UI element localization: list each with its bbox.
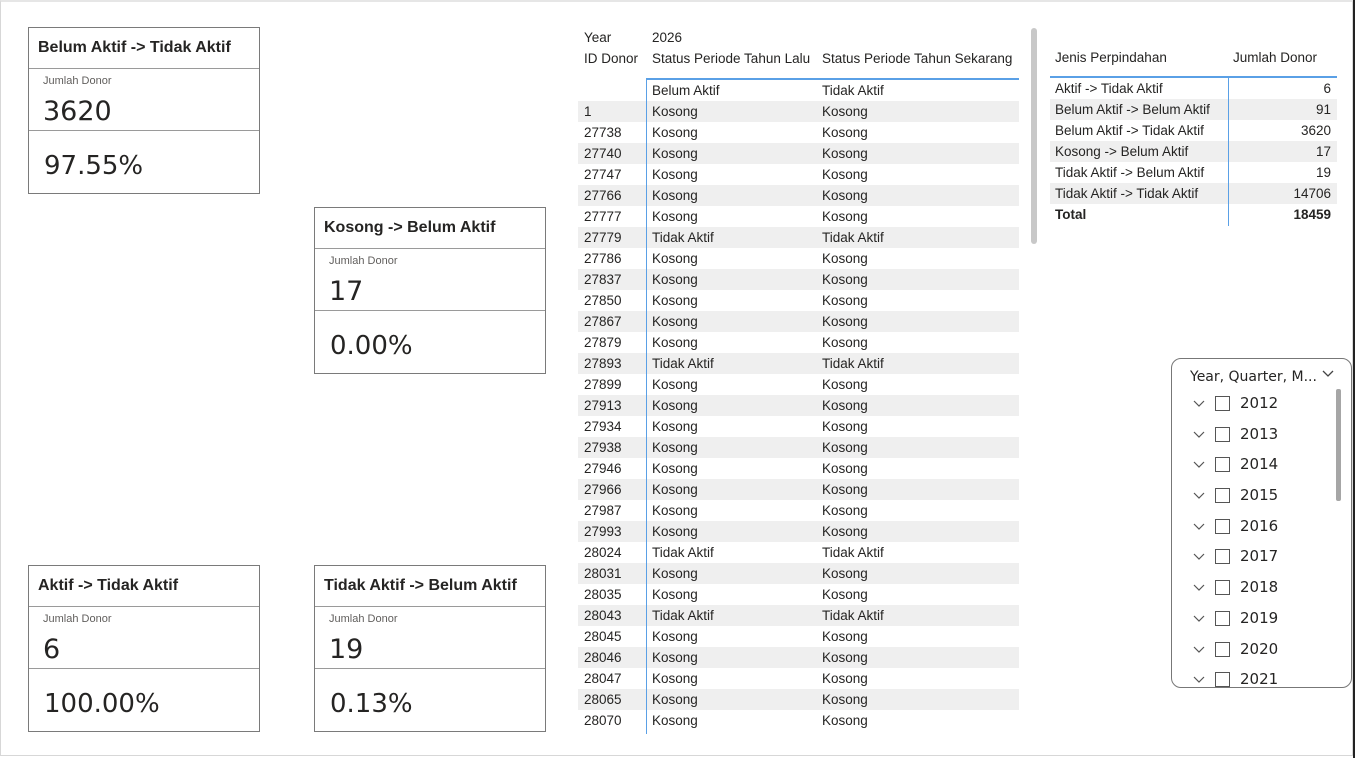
- cell-id-donor: 27786: [584, 251, 622, 266]
- card-subtitle: Jumlah Donor: [43, 613, 112, 625]
- card-title: Kosong -> Belum Aktif: [315, 208, 545, 249]
- slicer-scrollbar[interactable]: [1336, 389, 1341, 501]
- table-row[interactable]: [578, 395, 1019, 416]
- summary-jenis: Tidak Aktif -> Tidak Aktif: [1055, 186, 1199, 201]
- cell-status-curr: Kosong: [822, 146, 868, 161]
- card-value: 17: [329, 276, 364, 307]
- cell-id-donor: 28047: [584, 671, 622, 686]
- cell-id-donor: 27993: [584, 524, 622, 539]
- cell-status-curr: Kosong: [822, 125, 868, 140]
- slicer-item-2012[interactable]: [1172, 389, 1342, 420]
- table-row[interactable]: [578, 458, 1019, 479]
- cell-id-donor: 28035: [584, 587, 622, 602]
- table-row[interactable]: [578, 563, 1019, 584]
- col-header-status-curr[interactable]: Status Periode Tahun Sekarang: [822, 51, 1013, 66]
- chevron-down-icon[interactable]: [1192, 610, 1206, 629]
- slicer-item-label: 2014: [1240, 455, 1279, 474]
- slicer-item-2013[interactable]: [1172, 420, 1342, 451]
- cell-status-prev: Tidak Aktif: [652, 230, 714, 245]
- detail-table-scrollbar[interactable]: [1031, 28, 1037, 244]
- table-row[interactable]: [578, 605, 1019, 626]
- cell-status-curr: Kosong: [822, 251, 868, 266]
- table-row[interactable]: [578, 311, 1019, 332]
- cell-status-curr: Tidak Aktif: [822, 83, 884, 98]
- table-row[interactable]: [578, 521, 1019, 542]
- card-value: 19: [329, 634, 364, 665]
- summary-table[interactable]: [1050, 42, 1337, 225]
- detail-table-body: [578, 80, 1019, 731]
- col-header-jumlah[interactable]: Jumlah Donor: [1233, 50, 1318, 65]
- col-header-id-donor[interactable]: ID Donor: [584, 51, 639, 66]
- slicer-item-label: 2020: [1240, 639, 1279, 658]
- cell-id-donor: 27837: [584, 272, 622, 287]
- cell-status-curr: Kosong: [822, 503, 868, 518]
- summary-jumlah: 14706: [1293, 186, 1331, 201]
- checkbox[interactable]: [1215, 519, 1230, 534]
- table-row[interactable]: [578, 80, 1019, 101]
- table-row[interactable]: [578, 290, 1019, 311]
- summary-total-row: [1050, 204, 1337, 225]
- cell-id-donor: 27779: [584, 230, 622, 245]
- summary-row[interactable]: [1050, 78, 1337, 99]
- summary-row[interactable]: [1050, 99, 1337, 120]
- cell-status-curr: Tidak Aktif: [822, 230, 884, 245]
- table-row[interactable]: [578, 479, 1019, 500]
- slicer-item-label: 2018: [1240, 578, 1279, 597]
- cell-id-donor: 27913: [584, 398, 622, 413]
- cell-status-prev: Belum Aktif: [652, 83, 720, 98]
- cell-id-donor: 28024: [584, 545, 622, 560]
- chevron-down-icon[interactable]: [1192, 579, 1206, 598]
- cell-status-prev: Kosong: [652, 692, 698, 707]
- cell-status-prev: Kosong: [652, 398, 698, 413]
- cell-id-donor: 28046: [584, 650, 622, 665]
- year-label: Year: [584, 30, 612, 45]
- card-value: 6: [43, 634, 61, 665]
- cell-status-prev: Tidak Aktif: [652, 545, 714, 560]
- table-row[interactable]: [578, 416, 1019, 437]
- cell-status-curr: Kosong: [822, 377, 868, 392]
- col-header-status-prev[interactable]: Status Periode Tahun Lalu: [652, 51, 811, 66]
- detail-table[interactable]: [578, 28, 1020, 728]
- card-percent-section: [29, 669, 259, 731]
- cell-status-curr: Kosong: [822, 713, 868, 728]
- cell-status-prev: Kosong: [652, 167, 698, 182]
- cell-status-curr: Kosong: [822, 692, 868, 707]
- cell-status-curr: Kosong: [822, 461, 868, 476]
- slicer-item-2019[interactable]: [1172, 604, 1342, 635]
- cell-status-curr: Kosong: [822, 314, 868, 329]
- cell-status-curr: Kosong: [822, 587, 868, 602]
- cell-status-curr: Kosong: [822, 335, 868, 350]
- column-divider: [646, 80, 647, 734]
- summary-jenis: Tidak Aktif -> Belum Aktif: [1055, 165, 1205, 180]
- cell-status-prev: Kosong: [652, 272, 698, 287]
- chevron-down-icon[interactable]: [1192, 487, 1206, 506]
- cell-id-donor: 27867: [584, 314, 622, 329]
- card-tidak-aktif-belum-aktif[interactable]: [314, 565, 546, 732]
- cell-status-prev: Kosong: [652, 209, 698, 224]
- checkbox[interactable]: [1215, 427, 1230, 442]
- cell-id-donor: 28045: [584, 629, 622, 644]
- table-row[interactable]: [578, 206, 1019, 227]
- summary-row[interactable]: [1050, 183, 1337, 204]
- card-value: 3620: [43, 96, 112, 127]
- cell-status-curr: Kosong: [822, 629, 868, 644]
- cell-status-curr: Kosong: [822, 650, 868, 665]
- slicer-item-label: 2017: [1240, 547, 1279, 566]
- checkbox[interactable]: [1215, 611, 1230, 626]
- chevron-down-icon[interactable]: [1192, 395, 1206, 414]
- cell-id-donor: 28031: [584, 566, 622, 581]
- cell-status-prev: Kosong: [652, 125, 698, 140]
- slicer-title: Year, Quarter, M...: [1190, 369, 1317, 385]
- summary-table-body: [1050, 78, 1337, 204]
- card-percent: 0.00%: [330, 331, 413, 361]
- card-percent: 97.55%: [44, 151, 144, 181]
- checkbox[interactable]: [1215, 642, 1230, 657]
- chevron-down-icon[interactable]: [1192, 426, 1206, 445]
- card-subtitle: Jumlah Donor: [329, 255, 398, 267]
- cell-id-donor: 28065: [584, 692, 622, 707]
- card-value-section: [29, 69, 259, 131]
- table-row[interactable]: [578, 101, 1019, 122]
- card-percent: 100.00%: [44, 689, 160, 719]
- table-row[interactable]: [578, 269, 1019, 290]
- cell-status-curr: Kosong: [822, 272, 868, 287]
- card-title: Aktif -> Tidak Aktif: [29, 566, 259, 607]
- cell-status-prev: Kosong: [652, 377, 698, 392]
- cell-id-donor: 27879: [584, 335, 622, 350]
- total-label: Total: [1055, 207, 1087, 222]
- cell-status-curr: Kosong: [822, 671, 868, 686]
- cell-status-curr: Tidak Aktif: [822, 545, 884, 560]
- table-row[interactable]: [578, 248, 1019, 269]
- slicer-item-label: 2019: [1240, 608, 1279, 627]
- cell-status-prev: Kosong: [652, 587, 698, 602]
- cell-status-prev: Tidak Aktif: [652, 608, 714, 623]
- cell-status-prev: Kosong: [652, 188, 698, 203]
- date-hierarchy-slicer[interactable]: [1171, 358, 1352, 688]
- checkbox[interactable]: [1215, 549, 1230, 564]
- summary-jenis: Kosong -> Belum Aktif: [1055, 144, 1189, 159]
- card-percent: 0.13%: [330, 689, 413, 719]
- summary-row[interactable]: [1050, 120, 1337, 141]
- card-value-section: [315, 249, 545, 311]
- cell-id-donor: 27850: [584, 293, 622, 308]
- summary-jenis: Belum Aktif -> Belum Aktif: [1055, 102, 1210, 117]
- card-aktif-tidak-aktif[interactable]: [28, 565, 260, 732]
- cell-id-donor: 27987: [584, 503, 622, 518]
- table-row[interactable]: [578, 122, 1019, 143]
- table-row[interactable]: [578, 437, 1019, 458]
- slicer-item-2021[interactable]: [1172, 665, 1342, 688]
- table-row[interactable]: [578, 542, 1019, 563]
- table-row[interactable]: [578, 185, 1019, 206]
- cell-status-curr: Kosong: [822, 440, 868, 455]
- cell-status-prev: Kosong: [652, 146, 698, 161]
- cell-status-prev: Kosong: [652, 314, 698, 329]
- summary-jumlah: 6: [1323, 81, 1331, 96]
- card-kosong-belum-aktif[interactable]: [314, 207, 546, 374]
- year-value[interactable]: 2026: [652, 30, 683, 45]
- table-row[interactable]: [578, 143, 1019, 164]
- cell-status-prev: Kosong: [652, 629, 698, 644]
- cell-status-prev: Tidak Aktif: [652, 356, 714, 371]
- summary-jumlah: 19: [1315, 165, 1331, 180]
- cell-id-donor: 27738: [584, 125, 622, 140]
- chevron-down-icon[interactable]: [1192, 671, 1206, 688]
- slicer-items: [1172, 389, 1342, 688]
- card-percent-section: [29, 131, 259, 193]
- card-title: Belum Aktif -> Tidak Aktif: [29, 28, 259, 69]
- table-row[interactable]: [578, 689, 1019, 710]
- table-row[interactable]: [578, 353, 1019, 374]
- cell-id-donor: 27938: [584, 440, 622, 455]
- cell-id-donor: 27893: [584, 356, 622, 371]
- card-belum-aktif-tidak-aktif[interactable]: [28, 27, 260, 194]
- chevron-down-icon[interactable]: [1192, 548, 1206, 567]
- slicer-item-2018[interactable]: [1172, 573, 1342, 604]
- cell-status-curr: Kosong: [822, 104, 868, 119]
- card-percent-section: [315, 669, 545, 731]
- card-subtitle: Jumlah Donor: [43, 75, 112, 87]
- cell-id-donor: 28043: [584, 608, 622, 623]
- summary-row[interactable]: [1050, 141, 1337, 162]
- chevron-down-icon[interactable]: [1192, 641, 1206, 660]
- checkbox[interactable]: [1215, 672, 1230, 687]
- summary-column-divider: [1228, 78, 1229, 226]
- detail-table-header: [578, 28, 1020, 78]
- chevron-down-icon[interactable]: [1192, 518, 1206, 537]
- checkbox[interactable]: [1215, 580, 1230, 595]
- card-value-section: [29, 607, 259, 669]
- cell-id-donor: 27946: [584, 461, 622, 476]
- slicer-item-label: 2016: [1240, 516, 1279, 535]
- slicer-item-2014[interactable]: [1172, 450, 1342, 481]
- cell-status-curr: Kosong: [822, 482, 868, 497]
- summary-jumlah: 3620: [1300, 123, 1331, 138]
- card-percent-section: [315, 311, 545, 373]
- cell-status-prev: Kosong: [652, 104, 698, 119]
- col-header-jenis[interactable]: Jenis Perpindahan: [1055, 50, 1167, 65]
- cell-status-curr: Tidak Aktif: [822, 608, 884, 623]
- cell-status-curr: Kosong: [822, 293, 868, 308]
- summary-jumlah: 91: [1315, 102, 1331, 117]
- cell-id-donor: 27777: [584, 209, 622, 224]
- cell-status-prev: Kosong: [652, 671, 698, 686]
- table-row[interactable]: [578, 668, 1019, 689]
- card-title: Tidak Aktif -> Belum Aktif: [315, 566, 545, 607]
- table-row[interactable]: [578, 332, 1019, 353]
- cell-status-prev: Kosong: [652, 503, 698, 518]
- cell-status-curr: Kosong: [822, 419, 868, 434]
- cell-status-curr: Kosong: [822, 524, 868, 539]
- cell-status-prev: Kosong: [652, 713, 698, 728]
- cell-status-prev: Kosong: [652, 251, 698, 266]
- slicer-item-label: 2015: [1240, 486, 1279, 505]
- summary-jenis: Aktif -> Tidak Aktif: [1055, 81, 1163, 96]
- slicer-item-label: 2021: [1240, 670, 1279, 688]
- cell-status-prev: Kosong: [652, 482, 698, 497]
- slicer-item-2016[interactable]: [1172, 512, 1342, 543]
- summary-jumlah: 17: [1315, 144, 1331, 159]
- cell-status-prev: Kosong: [652, 461, 698, 476]
- cell-status-prev: Kosong: [652, 566, 698, 581]
- cell-status-prev: Kosong: [652, 524, 698, 539]
- table-row[interactable]: [578, 584, 1019, 605]
- table-row[interactable]: [578, 500, 1019, 521]
- cell-id-donor: 28070: [584, 713, 622, 728]
- total-value: 18459: [1293, 207, 1331, 222]
- cell-status-prev: Kosong: [652, 650, 698, 665]
- cell-status-prev: Kosong: [652, 293, 698, 308]
- cell-status-prev: Kosong: [652, 419, 698, 434]
- cell-id-donor: 27966: [584, 482, 622, 497]
- checkbox[interactable]: [1215, 396, 1230, 411]
- cell-status-curr: Kosong: [822, 566, 868, 581]
- table-row[interactable]: [578, 710, 1019, 731]
- cell-status-curr: Tidak Aktif: [822, 356, 884, 371]
- cell-status-curr: Kosong: [822, 188, 868, 203]
- slicer-item-2017[interactable]: [1172, 542, 1342, 573]
- table-row[interactable]: [578, 164, 1019, 185]
- cell-status-curr: Kosong: [822, 167, 868, 182]
- checkbox[interactable]: [1215, 457, 1230, 472]
- chevron-down-icon[interactable]: [1192, 456, 1206, 475]
- cell-status-prev: Kosong: [652, 440, 698, 455]
- cell-status-curr: Kosong: [822, 398, 868, 413]
- cell-id-donor: 27934: [584, 419, 622, 434]
- cell-id-donor: 27899: [584, 377, 622, 392]
- summary-row[interactable]: [1050, 162, 1337, 183]
- cell-id-donor: 27766: [584, 188, 622, 203]
- slicer-item-2015[interactable]: [1172, 481, 1342, 512]
- checkbox[interactable]: [1215, 488, 1230, 503]
- slicer-item-label: 2012: [1240, 394, 1279, 412]
- cell-id-donor: 27747: [584, 167, 622, 182]
- table-row[interactable]: [578, 626, 1019, 647]
- table-row[interactable]: [578, 647, 1019, 668]
- cell-id-donor: 27740: [584, 146, 622, 161]
- chevron-down-icon[interactable]: [1320, 365, 1336, 385]
- table-row[interactable]: [578, 374, 1019, 395]
- slicer-item-2020[interactable]: [1172, 635, 1342, 666]
- card-subtitle: Jumlah Donor: [329, 613, 398, 625]
- slicer-item-label: 2013: [1240, 424, 1279, 443]
- cell-id-donor: 1: [584, 104, 592, 119]
- summary-table-header: [1050, 42, 1337, 78]
- cell-status-curr: Kosong: [822, 209, 868, 224]
- table-row[interactable]: [578, 227, 1019, 248]
- cell-status-prev: Kosong: [652, 335, 698, 350]
- summary-jenis: Belum Aktif -> Tidak Aktif: [1055, 123, 1204, 138]
- card-value-section: [315, 607, 545, 669]
